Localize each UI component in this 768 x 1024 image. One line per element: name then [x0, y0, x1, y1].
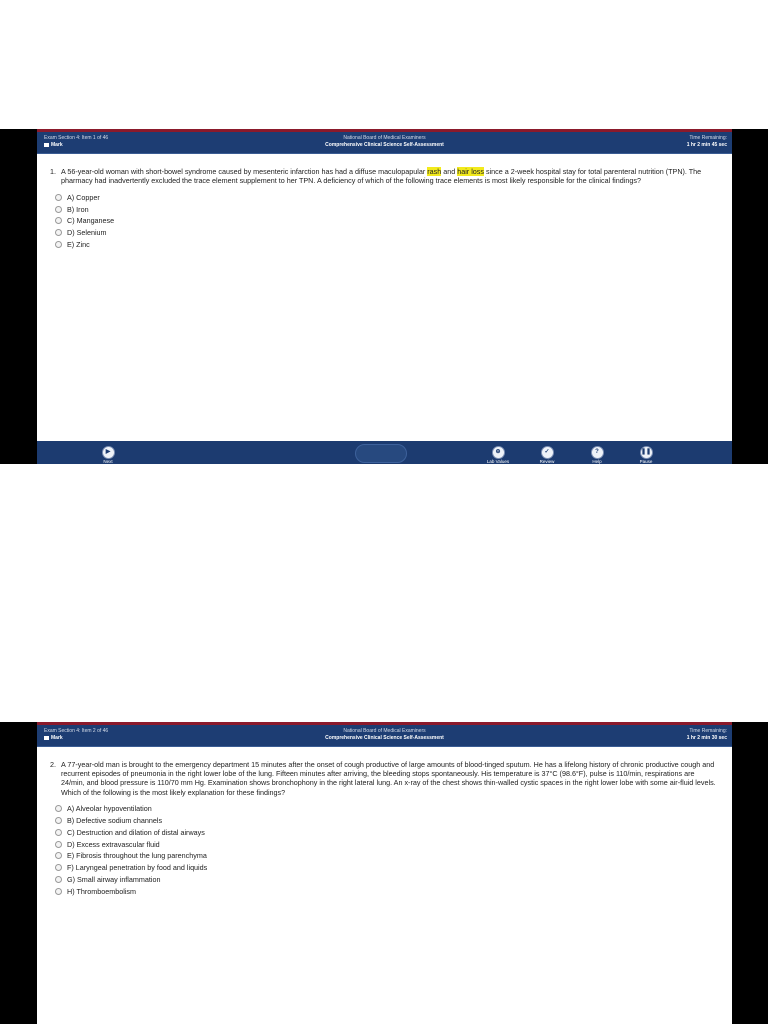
answer-label: C) Manganese: [67, 216, 115, 226]
answer-option[interactable]: [55, 803, 716, 815]
lab-values-label: Lab Values: [486, 459, 510, 464]
next-button[interactable]: [88, 446, 128, 464]
radio-icon[interactable]: [55, 817, 62, 824]
help-label: Help: [592, 459, 602, 464]
answer-option[interactable]: [55, 838, 716, 850]
pause-icon: ❚❚: [640, 446, 653, 459]
review-button[interactable]: [527, 446, 567, 464]
highlighted-text: hair loss: [457, 167, 484, 176]
answer-label: C) Destruction and dilation of distal airways: [67, 827, 205, 837]
org-title: National Board of Medical Examiners: [343, 728, 426, 734]
exam-screenshot-2: [0, 722, 768, 1024]
mark-label: Mark: [51, 142, 63, 148]
radio-icon[interactable]: [55, 829, 62, 836]
answer-label: E) Zinc: [67, 239, 90, 249]
time-remaining-label: Time Remaining:: [689, 728, 727, 734]
org-title: National Board of Medical Examiners: [343, 135, 426, 141]
radio-icon[interactable]: [55, 805, 62, 812]
next-label: Next: [103, 459, 113, 464]
question-body: [37, 154, 732, 250]
question-number: 2.: [50, 760, 56, 769]
answer-option[interactable]: [55, 885, 716, 897]
radio-icon[interactable]: [55, 876, 62, 883]
question-stem: A 77-year-old man is brought to the emergency department 15 minutes after the onset of cough productive of large amounts of blood-tinged sputum. He has a lifelong history of chronic productive cough and recurrent episodes of pneumonia in the right lower lobe of the lung. Fifteen minutes after arriving, the bleeding stops spontaneously. His temperature is 37°C (98.6°F), pulse is 110/min, respirations are 24/min, and blood pressure is 110/70 mm Hg. Examination shows bronchophony in the right lateral lung. An x-ray of the chest shows thin-walled cystic spaces in the right lower lobe with some air-fluid levels. Which of the following is the most likely explanation for these findings?: [61, 760, 716, 797]
answer-label: B) Iron: [67, 204, 89, 214]
radio-icon[interactable]: [55, 206, 62, 213]
mark-label: Mark: [51, 735, 63, 741]
answer-option[interactable]: [55, 874, 716, 886]
question-number: 1.: [50, 167, 56, 176]
answer-choices: [55, 803, 716, 897]
answer-label: A) Copper: [67, 192, 100, 202]
exam-footer: [37, 441, 732, 464]
answer-option[interactable]: [55, 239, 716, 251]
stem-text: A 56-year-old woman with short-bowel syndrome caused by mesenteric infarction has had a diffuse maculopapular: [61, 167, 428, 176]
exam-header: [37, 132, 732, 153]
radio-icon[interactable]: [55, 241, 62, 248]
review-icon: ✓: [541, 446, 554, 459]
pause-label: Pause: [639, 459, 653, 464]
question-stem: [61, 167, 716, 185]
radio-icon[interactable]: [55, 194, 62, 201]
answer-choices: [55, 191, 716, 250]
exam-screenshot-1: [0, 129, 768, 464]
answer-option[interactable]: [55, 862, 716, 874]
radio-icon[interactable]: [55, 217, 62, 224]
stem-text: since a 2-week hospital stay for total parenteral nutrition (TPN). The pharmacy had inadvertently excluded the trace element supplement to her TPN. A deficiency of which of the following trace elements is most likely responsible for the clinical findings?: [61, 167, 702, 186]
answer-label: H) Thromboembolism: [67, 886, 136, 896]
nbme-seal-icon: [355, 444, 407, 463]
answer-label: D) Selenium: [67, 228, 107, 238]
highlighted-text: rash: [427, 167, 442, 176]
answer-label: F) Laryngeal penetration by food and liquids: [67, 863, 208, 873]
radio-icon[interactable]: [55, 229, 62, 236]
exam-window: [37, 129, 732, 464]
answer-label: G) Small airway inflammation: [67, 874, 161, 884]
exam-window: [37, 722, 732, 1024]
answer-label: B) Defective sodium channels: [67, 815, 163, 825]
assessment-title: Comprehensive Clinical Science Self-Assessment: [325, 142, 444, 148]
radio-icon[interactable]: [55, 852, 62, 859]
stem-text: and: [441, 167, 458, 176]
answer-option[interactable]: [55, 815, 716, 827]
question-body: [37, 747, 732, 897]
answer-option[interactable]: [55, 215, 716, 227]
radio-icon[interactable]: [55, 888, 62, 895]
answer-option[interactable]: [55, 191, 716, 203]
radio-icon[interactable]: [55, 864, 62, 871]
assessment-title: Comprehensive Clinical Science Self-Assessment: [325, 735, 444, 741]
time-remaining-label: Time Remaining:: [689, 135, 727, 141]
time-remaining-value: 1 hr 2 min 45 sec: [686, 142, 727, 148]
time-remaining-value: 1 hr 2 min 30 sec: [686, 735, 727, 741]
answer-option[interactable]: [55, 826, 716, 838]
exam-section-label: Exam Section 4: Item 2 of 46: [44, 728, 109, 734]
answer-label: E) Fibrosis throughout the lung parenchyma: [67, 851, 207, 861]
lab-values-button[interactable]: [478, 446, 518, 464]
exam-section-label: Exam Section 4: Item 1 of 46: [44, 135, 109, 141]
radio-icon[interactable]: [55, 841, 62, 848]
answer-label: A) Alveolar hypoventilation: [67, 804, 152, 814]
next-arrow-icon: ▶: [102, 446, 115, 459]
answer-label: D) Excess extravascular fluid: [67, 839, 160, 849]
lab-values-icon: ⊕: [492, 446, 505, 459]
answer-option[interactable]: [55, 850, 716, 862]
review-label: Review: [539, 459, 555, 464]
answer-option[interactable]: [55, 227, 716, 239]
answer-option[interactable]: [55, 203, 716, 215]
help-button[interactable]: [577, 446, 617, 464]
exam-header: [37, 725, 732, 746]
pause-button[interactable]: [626, 446, 666, 464]
help-icon: ?: [591, 446, 604, 459]
